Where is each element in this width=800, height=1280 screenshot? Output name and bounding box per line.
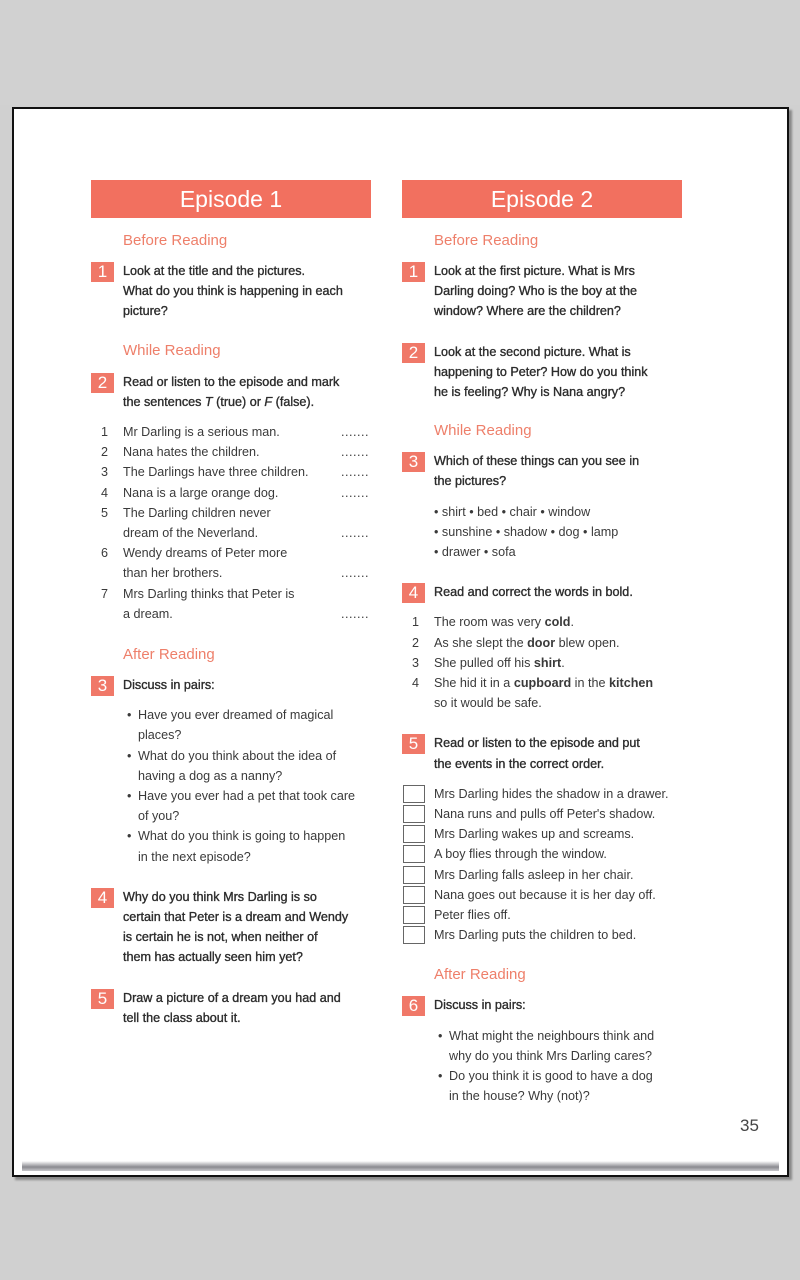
line-text: Mrs Darling falls asleep in her chair.	[434, 867, 634, 882]
text-segment: The room was very	[434, 615, 545, 630]
word-line	[402, 542, 682, 562]
task-line	[402, 342, 682, 362]
line-text: A boy flies through the window.	[434, 847, 607, 862]
line-text: Discuss in pairs:	[434, 998, 526, 1013]
item-number: 3	[412, 655, 420, 670]
task-task2	[402, 342, 682, 403]
text-segment: (false).	[272, 394, 315, 409]
line-text: places?	[138, 728, 182, 743]
document-page[interactable]	[12, 107, 789, 1177]
list-item	[91, 563, 371, 583]
section-heading: While Reading	[123, 341, 221, 359]
line-text: in the house? Why (not)?	[449, 1089, 590, 1104]
list-item	[91, 584, 371, 604]
line-text: having a dog as a nanny?	[138, 768, 283, 783]
line-text: why do you think Mrs Darling cares?	[449, 1048, 652, 1063]
list-item	[91, 422, 371, 442]
task-line	[91, 927, 371, 947]
line-text: the pictures?	[434, 474, 507, 489]
task-number-badge: 3	[91, 676, 114, 696]
list-item	[91, 462, 371, 482]
bullet-icon: •	[127, 829, 132, 844]
order-checkbox[interactable]	[403, 906, 425, 924]
answer-blank[interactable]: .......	[341, 425, 369, 440]
episode-title-bar: Episode 2	[402, 180, 682, 218]
task-line	[402, 582, 682, 602]
answer-blank[interactable]: .......	[341, 445, 369, 460]
task-line	[402, 471, 682, 491]
bullet-list	[402, 1026, 682, 1107]
answer-blank[interactable]: .......	[341, 606, 369, 621]
line-text: Look at the title and the pictures.	[123, 264, 306, 278]
line-text: • drawer • sofa	[434, 545, 516, 560]
task-line	[402, 451, 682, 471]
text-segment: She pulled off his	[434, 655, 534, 670]
list-item	[402, 653, 682, 673]
order-checkbox[interactable]	[403, 805, 425, 823]
line-text: of you?	[138, 809, 180, 824]
line-text: The Darling children never	[123, 505, 271, 520]
line-text: Nana hates the children.	[123, 445, 260, 460]
bullet-icon: •	[127, 748, 132, 763]
event-item	[402, 905, 682, 925]
task-number-badge: 4	[91, 888, 114, 908]
ordering-list	[402, 784, 682, 946]
task-number-badge: 1	[402, 262, 425, 282]
line-text: The Darlings have three children.	[123, 465, 309, 480]
task-task6	[402, 995, 682, 1015]
word-list	[402, 502, 682, 563]
line-text: What do you think is happening in each	[123, 284, 343, 299]
item-number: 1	[412, 615, 420, 630]
line-text: What might the neighbours think and	[449, 1028, 655, 1043]
line-text: Peter flies off.	[434, 908, 511, 923]
bullet-icon: •	[438, 1069, 443, 1084]
text-segment: She hid it in a	[434, 676, 514, 691]
line-text: Mr Darling is a serious man.	[123, 425, 280, 440]
task-line	[402, 754, 682, 774]
bullet-icon: •	[438, 1028, 443, 1043]
task-line	[91, 675, 371, 695]
bold-word: cold	[544, 615, 571, 630]
list-item	[91, 604, 371, 624]
bullet-item	[91, 786, 371, 806]
line-text: in the next episode?	[138, 849, 251, 864]
task-line	[91, 1008, 371, 1028]
task-line	[91, 301, 371, 321]
item-number: 4	[101, 485, 109, 500]
text-segment: Read or listen to the episode and mark	[123, 374, 340, 389]
episode-title-bar: Episode 1	[91, 180, 371, 218]
line-text: Nana runs and pulls off Peter's shadow.	[434, 807, 656, 822]
line-text: happening to Peter? How do you think	[434, 364, 648, 379]
answer-blank[interactable]: .......	[341, 485, 369, 500]
task-line	[91, 281, 371, 301]
list-item	[402, 693, 682, 713]
line-text: window? Where are the children?	[434, 304, 621, 319]
line-text: the events in the correct order.	[434, 756, 605, 771]
list-item	[402, 633, 682, 653]
text-segment: As she slept the	[434, 635, 528, 650]
task-task3	[91, 675, 371, 695]
numbered-list	[91, 422, 371, 624]
section-heading: Before Reading	[434, 232, 539, 249]
line-text: Have you ever had a pet that took care	[138, 789, 356, 804]
line-text: Mrs Darling wakes up and screams.	[434, 827, 635, 842]
line-text: picture?	[123, 304, 168, 319]
line-text: than her brothers.	[123, 566, 223, 581]
item-number: 6	[101, 546, 109, 561]
line-text: Discuss in pairs:	[123, 678, 215, 693]
text-segment: T	[204, 394, 213, 409]
line-text: Look at the second picture. What is	[434, 344, 631, 359]
bold-word: shirt	[533, 655, 562, 670]
task-number-badge: 3	[402, 452, 425, 472]
task-line	[402, 362, 682, 382]
task-task3	[402, 451, 682, 491]
task-task4	[91, 887, 371, 968]
event-item	[402, 925, 682, 945]
bullet-item	[91, 826, 371, 846]
bullet-item	[402, 1086, 682, 1106]
line-text: What do you think is going to happen	[138, 829, 346, 844]
bold-word: door	[527, 635, 556, 650]
line-text: Mrs Darling thinks that Peter is	[123, 586, 295, 601]
line-text: Wendy dreams of Peter more	[123, 546, 288, 561]
numbered-list	[402, 612, 682, 713]
bullet-item	[91, 746, 371, 766]
order-checkbox[interactable]	[403, 825, 425, 843]
text-segment: in the	[571, 676, 609, 691]
event-item	[402, 844, 682, 864]
page-edge-shadow	[22, 1161, 779, 1171]
list-item	[91, 543, 371, 563]
answer-blank[interactable]: .......	[341, 566, 369, 581]
list-item	[91, 523, 371, 543]
task-line	[91, 907, 371, 927]
list-item	[402, 612, 682, 632]
text-segment: .	[570, 615, 574, 630]
viewer-toolbar-area	[0, 0, 800, 105]
bullet-item	[91, 766, 371, 786]
line-text: Mrs Darling puts the children to bed.	[434, 928, 637, 943]
section-heading: After Reading	[434, 966, 526, 984]
text-segment: .	[561, 655, 565, 670]
episode-2-column	[402, 180, 682, 1107]
task-line	[402, 382, 682, 402]
task-line	[91, 988, 371, 1008]
order-checkbox[interactable]	[403, 926, 425, 944]
text-segment: so it would be safe.	[434, 696, 542, 711]
task-line	[402, 281, 682, 301]
line-text: certain that Peter is a dream and Wendy	[123, 910, 349, 925]
order-checkbox[interactable]	[403, 845, 425, 863]
bullet-icon: •	[127, 708, 132, 723]
bullet-item	[402, 1046, 682, 1066]
item-number: 3	[101, 465, 109, 480]
section-heading: While Reading	[434, 422, 532, 440]
bullet-item	[91, 847, 371, 867]
task-task2	[91, 372, 371, 412]
bullet-item	[91, 705, 371, 725]
line-text: is certain he is not, when neither of	[123, 930, 318, 945]
bullet-list	[91, 705, 371, 867]
task-line	[402, 301, 682, 321]
task-line	[91, 947, 371, 967]
task-task5	[91, 988, 371, 1028]
task-number-badge: 5	[402, 734, 425, 754]
text-segment: blew open.	[555, 635, 620, 650]
order-checkbox[interactable]	[403, 886, 425, 904]
bold-word: cupboard	[513, 676, 572, 691]
line-text: Darling doing? Who is the boy at the	[434, 284, 638, 299]
line-text: Which of these things can you see in	[434, 454, 640, 469]
episode-1-column	[91, 180, 371, 1028]
line-text: Read and correct the words in bold.	[434, 585, 633, 600]
line-text: Have you ever dreamed of magical	[138, 708, 334, 723]
bullet-item	[91, 806, 371, 826]
list-item	[91, 442, 371, 462]
line-text: Nana is a large orange dog.	[123, 485, 279, 500]
text-segment: the sentences	[123, 394, 205, 409]
line-text: Look at the first picture. What is Mrs	[434, 264, 635, 278]
section-heading: After Reading	[123, 646, 215, 664]
section-heading: Before Reading	[123, 232, 228, 249]
line-text: Why do you think Mrs Darling is so	[123, 889, 317, 904]
task-line	[91, 261, 371, 281]
bullet-item	[402, 1026, 682, 1046]
answer-blank[interactable]: .......	[341, 465, 369, 480]
event-item	[402, 804, 682, 824]
task-number-badge: 4	[402, 583, 425, 603]
event-item	[402, 865, 682, 885]
bullet-item	[91, 725, 371, 745]
line-text: Nana goes out because it is her day off.	[434, 887, 656, 902]
task-line	[91, 887, 371, 907]
text-segment: F	[264, 394, 273, 409]
item-number: 2	[101, 445, 109, 460]
order-checkbox[interactable]	[403, 866, 425, 884]
line-text: Do you think it is good to have a dog	[449, 1069, 653, 1084]
text-segment: (true) or	[212, 394, 265, 409]
line-text: Draw a picture of a dream you had and	[123, 990, 341, 1005]
word-line	[402, 522, 682, 542]
order-checkbox[interactable]	[403, 785, 425, 803]
task-line	[402, 995, 682, 1015]
task-line	[402, 733, 682, 753]
event-item	[402, 885, 682, 905]
item-number: 7	[101, 586, 109, 601]
line-text: What do you think about the idea of	[138, 748, 337, 763]
task-number-badge: 1	[91, 262, 114, 282]
task-task4	[402, 582, 682, 602]
list-item	[91, 503, 371, 523]
task-line	[402, 261, 682, 281]
line-text: • shirt • bed • chair • window	[434, 504, 591, 519]
item-number: 4	[412, 676, 420, 691]
bold-word: kitchen	[609, 676, 654, 691]
list-item	[91, 483, 371, 503]
task-line	[91, 392, 371, 412]
list-item	[402, 673, 682, 693]
line-text: them has actually seen him yet?	[123, 950, 303, 965]
item-number: 1	[101, 425, 109, 440]
line-text: Mrs Darling hides the shadow in a drawer.	[434, 786, 669, 801]
line-text: dream of the Neverland.	[123, 526, 259, 541]
line-text: tell the class about it.	[123, 1010, 241, 1025]
event-item	[402, 784, 682, 804]
task-number-badge: 2	[91, 373, 114, 393]
item-number: 2	[412, 635, 420, 650]
task-line	[91, 372, 371, 392]
task-task5	[402, 733, 682, 773]
line-text: he is feeling? Why is Nana angry?	[434, 385, 626, 400]
task-task1	[402, 261, 682, 322]
task-task1	[91, 261, 371, 322]
task-number-badge: 2	[402, 343, 425, 363]
task-number-badge: 6	[402, 996, 425, 1016]
line-text: • sunshine • shadow • dog • lamp	[434, 524, 619, 539]
line-text: a dream.	[123, 606, 173, 621]
item-number: 5	[101, 505, 109, 520]
bullet-icon: •	[127, 789, 132, 804]
word-line	[402, 502, 682, 522]
line-text: Read or listen to the episode and put	[434, 736, 640, 751]
page-number: 35	[740, 1116, 759, 1135]
answer-blank[interactable]: .......	[341, 526, 369, 541]
task-number-badge: 5	[91, 989, 114, 1009]
event-item	[402, 824, 682, 844]
bullet-item	[402, 1066, 682, 1086]
